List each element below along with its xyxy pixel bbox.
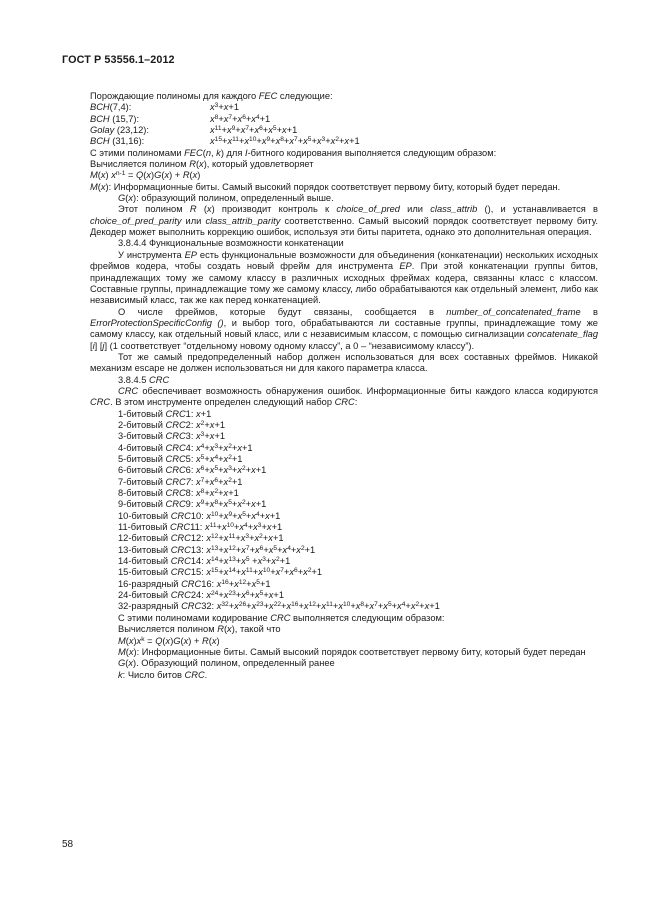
crc-poly-item: 8-битовый CRC8: $x^8+x^2+x+1$: [118, 487, 239, 499]
fec-poly-value: $x^{15}+x^{11}+x^{10}+x^9+x^8+x^7+x^5+x^3+x^2+x+1$: [210, 136, 360, 147]
crc-poly-item: 3-битовый CRC3: $x^3+x+1$: [118, 431, 226, 442]
crc-poly-item: 2-битовый CRC2: $x^2+x+1$: [118, 419, 226, 430]
fec-poly-list: [90, 102, 598, 147]
crc-intro: CRC обеспечивает возможность обнаружения ошибок. Информационные биты каждого класса кодируются CRC. В этом инструменте определен следующий набор CRC:: [90, 385, 598, 408]
fec-poly-name: BCH (15,7):: [90, 113, 140, 124]
document-header: ГОСТ Р 53556.1–2012: [62, 54, 175, 66]
section-heading-crc: 3.8.4.5 CRC: [118, 374, 170, 385]
concatenation-paragraph: Тот же самый предопределенный набор должен использоваться для всех составных фреймов. Никакой механизм escape не должен использоваться ни для какого параметра класса.: [90, 351, 598, 374]
fec-poly-row: [90, 102, 598, 113]
crc-poly-item: 15-битовый CRC15: $x^{15}+x^{14}+x^{11}+x^{10}+x^7+x^6+x^2+1$: [118, 567, 323, 578]
gx-definition: G(x). Образующий полином, определенный ранее: [118, 658, 335, 669]
fec-poly-name: BCH(7,4):: [90, 102, 132, 113]
crc-poly-item: 1-битовый CRC1: x+1: [118, 408, 212, 419]
fec-poly-name: BCH (31,16):: [90, 136, 145, 147]
page-body: [90, 91, 598, 681]
crc-poly-item: 7-битовый CRC7: $x^7+x^6+x^2+1$: [118, 476, 243, 487]
fec-poly-row: [90, 114, 598, 125]
compute-r-line: Вычисляется полином R(x), такой что: [118, 624, 281, 635]
fec-poly-row: [90, 125, 598, 136]
concatenation-paragraph: О числе фреймов, которые будут связаны, сообщается в number_of_concatenated_frame в ErrorProtectionSpecificConfig (), и выбор того, обрабатываются ли составные группы, принадлежащие тому же самому классу, как отдельный новый класс, или с независимым классом, с помощью сигнализации concatenate_flag [i] [j] (1 соответствует “отдельному новому одному классу”, а 0 – “независимому классу”).: [90, 306, 598, 351]
parity-paragraph: Этот полином R (x) производит контроль к choice_of_pred или class_attrib (), и устанавливается в choice_of_pred_parity или class_attrib_parity соответственно. Самый высокий порядок соответствует первому биту. Декодер может выполнить коррекцию ошибок, используя эти биты паритета, однако это дополнительная операция.: [90, 204, 598, 238]
fec-poly-row: [90, 136, 598, 147]
equation-crc: $M(x)x^k = Q(x)G(x) + R(x)$: [118, 635, 220, 646]
page-number: 58: [62, 839, 74, 850]
concatenation-paragraph: У инструмента EP есть функциональные возможности для объединения (конкатенации) нескольких исходных фреймов кодера, чтобы создать новый фрейм для инструмента EP. При этой конкатенации группы битов, принадлежащих тому же самому классу в различных исходных фреймах кодера, связанны класс с классом. Составные группы, принадлежащие тому же самому классу, либо обрабатываются как отдельный элемент, либо как независимый класс, так же как перед конкатенацией.: [90, 249, 599, 306]
crc-poly-item: 4-битовый CRC4: $x^4+x^3+x^2+x+1$: [118, 442, 253, 453]
crc-poly-item: 13-битовый CRC13: $x^{13}+x^{12}+x^7+x^6+x^5+x^4+x^2+1$: [118, 544, 316, 555]
crc-poly-list: [90, 409, 598, 613]
fec-intro: Порождающие полиномы для каждого FEC следующие:: [90, 91, 333, 101]
mx-definition: M(x): Информационные биты. Самый высокий порядок соответствует первому биту, который будет передан: [118, 646, 586, 657]
crc-poly-item: 5-битовый CRC5: $x^5+x^4+x^2+1$: [118, 453, 243, 464]
section-heading-concatenation: 3.8.4.4 Функциональные возможности конкатенации: [118, 238, 344, 249]
fec-poly-value: $x^8+x^7+x^6+x^4+1$: [210, 113, 271, 124]
crc-poly-item: 10-битовый CRC10: $x^{10}+x^9+x^5+x^4+x+1$: [118, 510, 281, 521]
crc-poly-item: 32-разрядный CRC32: $x^{32}+x^{26}+x^{23}+x^{22}+x^{16}+x^{12}+x^{11}+x^{10}+x^8+x^7+x^5+x^4+x^2+x+1$: [118, 601, 440, 612]
crc-procedure: С этими полиномами кодирование CRC выполняется следующим образом:: [118, 612, 445, 623]
fec-poly-value: $x^3+x+1$: [210, 102, 240, 113]
equation-fec: M(x) $x^{n-1} = Q(x)G(x) + R(x)$: [90, 170, 201, 181]
crc-poly-item: 14-битовый CRC14: $x^{14}+x^{13}+x^5 +x^3+x^2+1$: [118, 555, 291, 567]
fec-poly-name: Golay (23,12):: [90, 125, 149, 136]
gx-definition: G(x): образующий полином, определенный выше.: [118, 193, 334, 204]
crc-poly-item: 11-битовый CRC11: $x^{11}+x^{10}+x^4+x^3+x+1$: [118, 521, 283, 533]
compute-r-line: Вычисляется полином R(x), который удовлетворяет: [90, 159, 314, 170]
crc-poly-item: 9-битовый CRC9: $x^9+x^8+x^5+x^2+x+1$: [118, 499, 267, 510]
fec-procedure: С этими полиномами FEC(n, k) для I-битного кодирования выполняется следующим образом:: [90, 147, 497, 158]
crc-poly-item: 24-битовый CRC24: $x^{24}+x^{23}+x^6+x^5+x+1$: [118, 589, 285, 601]
k-definition: k: Число битов CRC.: [118, 669, 208, 680]
fec-poly-value: $x^{11}+x^9+x^7+x^6+x^5+x+1$: [210, 124, 298, 136]
mx-definition: M(x): Информационные биты. Самый высокий порядок соответствует первому биту, который будет передан.: [90, 181, 561, 192]
crc-poly-item: 16-разрядный CRC16: $x^{16}+x^{12}+x^5+1$: [118, 578, 271, 589]
crc-poly-item: 6-битовый CRC6: $x^6+x^5+x^3+x^2+x+1$: [118, 465, 267, 476]
crc-poly-item: 12-битовый CRC12: $x^{12}+x^{11}+x^3+x^2+x+1$: [118, 533, 284, 544]
